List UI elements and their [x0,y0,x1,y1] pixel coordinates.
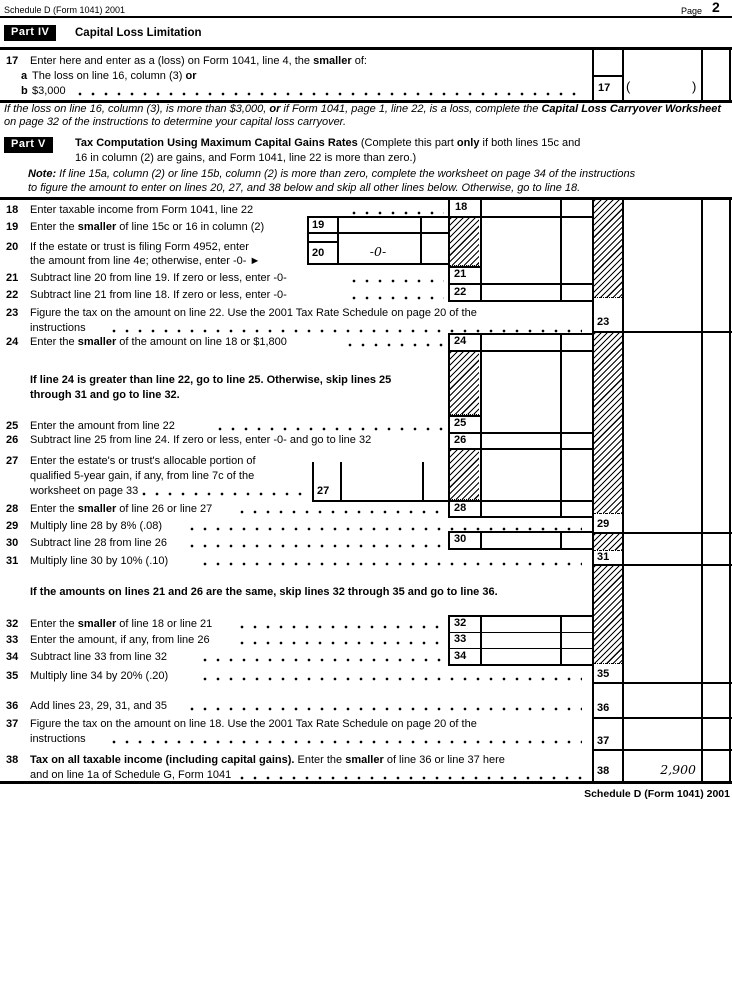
line-36-text: Add lines 23, 29, 31, and 35 [30,700,167,712]
rule [307,263,449,265]
line-20-entry-value[interactable]: -0- [369,244,387,259]
rule [560,333,562,517]
part-iv-label: Part IV [4,25,56,41]
line-20-text-2-segs: the amount from line 4e; otherwise, enter -0- [30,255,250,267]
line-36-number: 36 [6,700,19,712]
line-20-amount-cell[interactable] [339,234,419,262]
rule [701,199,703,782]
rule [560,199,562,302]
hatched-area [450,450,479,500]
line-37-box-number: 37 [597,735,610,747]
footer-form-id: Schedule D (Form 1041) 2001 [584,788,730,800]
line-27-number: 27 [6,455,19,467]
line-26-number: 26 [6,434,19,446]
line-35-text: Multiply line 34 by 20% (.20) [30,670,169,682]
line-17b-letter: b [21,85,28,97]
hatched-area [594,200,622,298]
rule [420,217,422,264]
rule [312,462,314,500]
line-30-amount-cell[interactable] [482,533,559,547]
line-22-number: 22 [6,289,19,301]
line-24-amount-cell[interactable] [482,335,559,349]
dot-leader [240,510,444,514]
dot-leader [203,562,582,566]
rule [560,615,562,665]
line-17a-text: The loss on line 16, column (3) or [32,70,197,82]
rule [448,664,592,666]
dot-leader [142,492,304,496]
line-19-amount-cell[interactable] [339,218,419,231]
line-22-amount-cell[interactable] [482,285,559,299]
note-skip-25-31-line2: through 31 and go to line 32. [30,389,180,401]
line-23-number: 23 [6,307,19,319]
line-35-number: 35 [6,670,19,682]
line-18-number: 18 [6,204,19,216]
dot-leader [240,776,582,780]
paren-close: ) [692,79,697,94]
line-33-number: 33 [6,634,19,646]
line-31-text: Multiply line 30 by 10% (.10) [30,555,169,567]
line-23-text-1: Figure the tax on the amount on line 22. Use the 2001 Tax Rate Schedule on page 20 of the [30,307,477,319]
dot-leader [352,211,444,215]
line-32-text: Enter the smaller of line 18 or line 21 [30,618,213,630]
line-38-entry-value[interactable]: 2,900 [660,762,696,777]
hatched-area [450,352,479,415]
line-24-box-number: 24 [454,335,467,347]
line-28-amount-cell[interactable] [482,502,559,515]
hatched-area [594,566,622,664]
dot-leader [112,740,582,744]
dot-leader [240,625,444,629]
line-38-box-number: 38 [597,765,610,777]
line-34-number: 34 [6,651,19,663]
line-17a-letter: a [21,70,28,82]
line-27-box-number: 27 [317,485,330,497]
form-id-header: Schedule D (Form 1041) 2001 [4,5,126,15]
dot-leader [190,707,582,711]
line-17-amount-cell[interactable] [624,50,700,99]
line-21-amount-cell[interactable] [482,267,559,282]
part-iv-title: Capital Loss Limitation [75,27,202,39]
line-27-text-2: qualified 5-year gain, if any, from line 7c of the [30,470,255,482]
line-38-text-1: Tax on all taxable income (including capital gains). Enter the smaller of line 36 or line 37 here [30,754,505,766]
hatched-area [594,333,622,514]
line-17-box-number: 17 [598,82,611,94]
dot-leader [190,527,582,531]
line-31-amount-cell[interactable] [624,534,700,563]
line-23-box-number: 23 [597,316,610,328]
line-29-number: 29 [6,520,19,532]
rule [448,615,450,665]
arrow-right-icon: ► [249,255,261,267]
line-34-amount-cell[interactable] [482,649,559,663]
line-20-number: 20 [6,241,19,253]
note-skip-32-35: If the amounts on lines 21 and 26 are the same, skip lines 32 through 35 and go to line 36. [30,586,498,598]
line-33-box-number: 33 [454,633,467,645]
line-17b-text: $3,000 [32,85,66,97]
line-19-text: Enter the smaller of line 15c or 16 in column (2) [30,221,265,233]
line-17-number: 17 [6,55,19,67]
line-36-amount-cell[interactable] [624,684,700,716]
line-26-text: Subtract line 25 from line 24. If zero or less, enter -0- and go to line 32 [30,434,372,446]
line-29-box-number: 29 [597,518,610,530]
rule [448,516,592,518]
line-23-amount-cell[interactable] [624,200,700,330]
line-37-number: 37 [6,718,19,730]
rule [307,241,337,243]
rule [729,49,731,101]
line-18-text: Enter taxable income from Form 1041, line 22 [30,204,254,216]
line-37-text-1: Figure the tax on the amount on line 18. Use the 2001 Tax Rate Schedule on page 20 of the [30,718,477,730]
line-21-box-number: 21 [454,268,467,280]
line-20-text-2 [30,255,260,268]
line-31-number: 31 [6,555,19,567]
dot-leader [348,343,444,347]
line-19-box-number: 19 [312,219,325,231]
line-18-amount-cell[interactable] [482,200,559,215]
carryover-note: If the loss on line 16, column (3), is more than $3,000, or if Form 1041, page 1, line 22, is a loss, complete the Capital Loss Carryover Worksheet on page 32 of the instructions to determine your capital loss carryover. [4,103,721,128]
line-37-amount-cell[interactable] [624,718,700,748]
part-v-note-line2: to figure the amount to enter on lines 20, 27, and 38 below and skip all other lines below. Otherwise, go to line 18. [28,182,581,194]
part-v-title-line1: Tax Computation Using Maximum Capital Gains Rates (Complete this part only if both lines 15c and [75,137,581,149]
paren-open: ( [626,79,631,94]
dot-leader [240,641,444,645]
line-38-number: 38 [6,754,19,766]
line-35-box-number: 35 [597,668,610,680]
page-number: 2 [712,0,720,15]
line-24-text: Enter the smaller of the amount on line 18 or $1,800 [30,336,287,348]
rule [448,531,450,549]
line-32-amount-cell[interactable] [482,617,559,630]
line-28-text: Enter the smaller of line 26 or line 27 [30,503,213,515]
line-24-number: 24 [6,336,19,348]
rule-header [0,16,732,18]
line-32-box-number: 32 [454,617,467,629]
part-v-note-line1: Note: If line 15a, column (2) or line 15b, column (2) is more than zero, complete the worksheet on page 34 of the instructions [28,168,636,180]
dot-leader [78,92,583,96]
line-25-text: Enter the amount from line 22 [30,420,175,432]
line-30-text: Subtract line 28 from line 26 [30,537,167,549]
part-v-label: Part V [4,137,53,153]
line-34-text: Subtract line 33 from line 32 [30,651,167,663]
rule [448,300,592,302]
part-v-title-line2: 16 in column (2) are gains, and Form 1041, line 22 is more than zero.) [75,152,417,164]
line-33-amount-cell[interactable] [482,633,559,646]
rule [448,548,592,550]
dot-leader [352,279,444,283]
line-18-box-number: 18 [455,201,468,213]
line-32-number: 32 [6,618,19,630]
dot-leader [218,427,444,431]
dot-leader [190,544,444,548]
line-28-box-number: 28 [454,502,467,514]
line-37-text-2: instructions [30,733,86,745]
line-22-box-number: 22 [454,286,467,298]
rule [592,75,622,77]
hatched-area [450,218,479,266]
rule [701,49,703,101]
line-29-text: Multiply line 28 by 8% (.08) [30,520,163,532]
line-27-amount-cell[interactable] [342,462,421,499]
dot-leader [203,677,582,681]
hatched-area [594,534,622,551]
dot-leader [203,658,444,662]
rule [422,462,424,500]
line-28-number: 28 [6,503,19,515]
line-26-box-number: 26 [454,434,467,446]
dot-leader [352,296,444,300]
line-22-text: Subtract line 21 from line 18. If zero or less, enter -0- [30,289,287,301]
line-25-number: 25 [6,420,19,432]
line-30-number: 30 [6,537,19,549]
line-27-text-3: worksheet on page 33 [30,485,139,497]
line-38-text-2: and on line 1a of Schedule G, Form 1041 [30,769,232,781]
dot-leader [112,329,582,333]
line-25-amount-cell[interactable] [482,417,559,431]
line-29-amount-cell[interactable] [624,333,700,531]
line-31-box-number: 31 [597,551,610,563]
line-26-amount-cell[interactable] [482,434,559,447]
line-23-text-2: instructions [30,322,86,334]
line-36-box-number: 36 [597,702,610,714]
line-27-text-1: Enter the estate's or trust's allocable portion of [30,455,256,467]
line-17-text: Enter here and enter as a (loss) on Form 1041, line 4, the smaller of: [30,55,367,67]
line-33-text: Enter the amount, if any, from line 26 [30,634,210,646]
line-20-text-1: If the estate or trust is filing Form 4952, enter [30,241,249,253]
note-skip-25-31-line1: If line 24 is greater than line 22, go to line 25. Otherwise, skip lines 25 [30,374,392,386]
line-25-box-number: 25 [454,417,467,429]
line-20-box-number: 20 [312,247,325,259]
rule [729,199,731,782]
line-19-number: 19 [6,221,19,233]
line-35-amount-cell[interactable] [624,566,700,681]
page-label: Page [681,6,703,16]
line-30-box-number: 30 [454,533,467,545]
rule [560,531,562,549]
line-34-box-number: 34 [454,650,467,662]
line-21-number: 21 [6,272,19,284]
line-21-text: Subtract line 20 from line 19. If zero or less, enter -0- [30,272,287,284]
